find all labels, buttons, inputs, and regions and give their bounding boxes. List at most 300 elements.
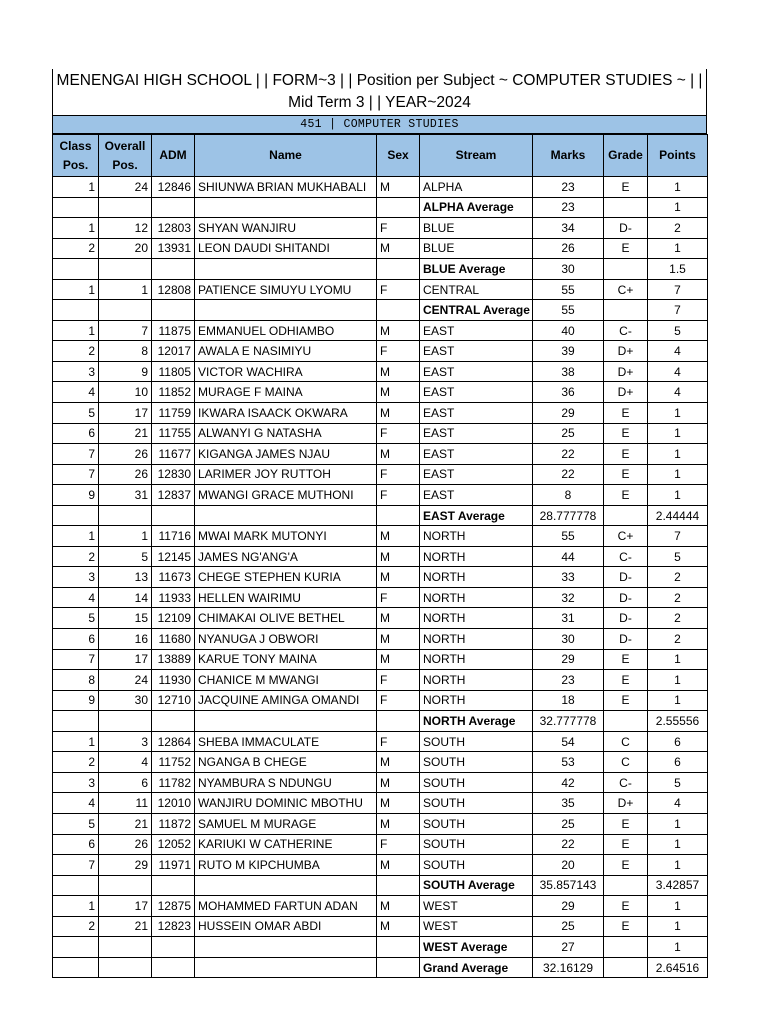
marks-cell: 29	[533, 403, 604, 424]
points-cell: 1	[648, 834, 708, 855]
class-pos-cell: 7	[53, 444, 99, 465]
average-row	[53, 300, 708, 321]
points-cell: 1	[648, 855, 708, 876]
stream-cell: NORTH Average	[420, 711, 533, 732]
stream-cell: NORTH	[420, 526, 533, 547]
sex-cell	[377, 957, 420, 978]
table-row	[53, 341, 708, 362]
name-cell: LARIMER JOY RUTTOH	[195, 464, 377, 485]
name-cell: CHIMAKAI OLIVE BETHEL	[195, 608, 377, 629]
marks-cell: 22	[533, 444, 604, 465]
grade-cell: E	[604, 855, 648, 876]
adm-cell: 12010	[152, 793, 195, 814]
class-pos-cell	[53, 197, 99, 218]
marks-cell: 30	[533, 629, 604, 650]
grade-cell: C	[604, 731, 648, 752]
stream-cell: EAST	[420, 403, 533, 424]
stream-cell: NORTH	[420, 690, 533, 711]
sex-cell: M	[377, 793, 420, 814]
stream-cell: EAST	[420, 485, 533, 506]
col-header-marks: Marks	[533, 135, 604, 177]
sex-cell: M	[377, 896, 420, 917]
marks-cell: 39	[533, 341, 604, 362]
class-pos-cell	[53, 875, 99, 896]
overall-pos-cell: 31	[99, 485, 152, 506]
grade-cell: E	[604, 813, 648, 834]
table-row	[53, 279, 708, 300]
grade-cell: D+	[604, 341, 648, 362]
points-cell: 2	[648, 587, 708, 608]
name-cell: NYAMBURA S NDUNGU	[195, 772, 377, 793]
adm-cell: 11782	[152, 772, 195, 793]
stream-cell: SOUTH	[420, 793, 533, 814]
class-pos-cell: 3	[53, 772, 99, 793]
adm-cell: 11930	[152, 670, 195, 691]
adm-cell: 12830	[152, 464, 195, 485]
adm-cell: 11872	[152, 813, 195, 834]
points-cell: 1	[648, 444, 708, 465]
overall-pos-cell	[99, 875, 152, 896]
average-row	[53, 505, 708, 526]
grade-cell: E	[604, 423, 648, 444]
stream-cell: ALPHA Average	[420, 197, 533, 218]
class-pos-cell	[53, 300, 99, 321]
adm-cell: 11716	[152, 526, 195, 547]
stream-cell: NORTH	[420, 608, 533, 629]
stream-cell: ALPHA	[420, 177, 533, 198]
points-cell: 2	[648, 608, 708, 629]
adm-cell: 11680	[152, 629, 195, 650]
grade-cell: E	[604, 690, 648, 711]
col-header-grade: Grade	[604, 135, 648, 177]
grade-cell: D-	[604, 608, 648, 629]
grade-cell	[604, 711, 648, 732]
marks-cell: 8	[533, 485, 604, 506]
marks-cell: 25	[533, 916, 604, 937]
grade-cell: D+	[604, 361, 648, 382]
name-cell	[195, 711, 377, 732]
overall-pos-cell: 26	[99, 464, 152, 485]
name-cell: SHIUNWA BRIAN MUKHABALI	[195, 177, 377, 198]
average-row	[53, 957, 708, 978]
grade-cell: D+	[604, 382, 648, 403]
table-row	[53, 403, 708, 424]
points-cell: 3.42857	[648, 875, 708, 896]
overall-pos-cell: 16	[99, 629, 152, 650]
name-cell: MOHAMMED FARTUN ADAN	[195, 896, 377, 917]
report-title-line-2: Mid Term 3 | | YEAR~2024	[288, 94, 471, 111]
points-cell: 1.5	[648, 259, 708, 280]
overall-pos-cell	[99, 300, 152, 321]
name-cell	[195, 937, 377, 958]
grade-cell: E	[604, 649, 648, 670]
marks-cell: 44	[533, 546, 604, 567]
points-cell: 1	[648, 896, 708, 917]
marks-cell: 29	[533, 649, 604, 670]
grade-cell: E	[604, 403, 648, 424]
sex-cell: M	[377, 855, 420, 876]
class-pos-cell: 5	[53, 813, 99, 834]
stream-cell: WEST Average	[420, 937, 533, 958]
stream-cell: EAST	[420, 320, 533, 341]
sex-cell	[377, 937, 420, 958]
overall-pos-cell: 7	[99, 320, 152, 341]
results-sheet	[52, 69, 707, 978]
grade-cell	[604, 957, 648, 978]
name-cell	[195, 957, 377, 978]
stream-cell: EAST	[420, 382, 533, 403]
sex-cell	[377, 300, 420, 321]
subject-bar: 451 | COMPUTER STUDIES	[52, 115, 707, 134]
overall-pos-cell: 17	[99, 403, 152, 424]
points-cell: 1	[648, 670, 708, 691]
grade-cell: E	[604, 670, 648, 691]
sex-cell: F	[377, 731, 420, 752]
marks-cell: 28.777778	[533, 505, 604, 526]
name-cell: MURAGE F MAINA	[195, 382, 377, 403]
col-header-adm: ADM	[152, 135, 195, 177]
table-row	[53, 896, 708, 917]
marks-cell: 23	[533, 177, 604, 198]
sex-cell: M	[377, 567, 420, 588]
table-row	[53, 813, 708, 834]
name-cell	[195, 300, 377, 321]
table-header-row	[53, 135, 708, 177]
sex-cell	[377, 197, 420, 218]
name-cell: JACQUINE AMINGA OMANDI	[195, 690, 377, 711]
name-cell: KIGANGA JAMES NJAU	[195, 444, 377, 465]
adm-cell: 12808	[152, 279, 195, 300]
points-cell: 2	[648, 629, 708, 650]
stream-cell: EAST	[420, 423, 533, 444]
overall-pos-cell: 24	[99, 670, 152, 691]
name-cell: CHANICE M MWANGI	[195, 670, 377, 691]
average-row	[53, 259, 708, 280]
grade-cell: E	[604, 896, 648, 917]
sex-cell: F	[377, 341, 420, 362]
grade-cell: C+	[604, 526, 648, 547]
points-cell: 1	[648, 813, 708, 834]
overall-pos-cell: 20	[99, 238, 152, 259]
name-cell: KARIUKI W CATHERINE	[195, 834, 377, 855]
sex-cell: M	[377, 629, 420, 650]
table-row	[53, 567, 708, 588]
stream-cell: EAST	[420, 444, 533, 465]
adm-cell: 12823	[152, 916, 195, 937]
grade-cell: C-	[604, 772, 648, 793]
name-cell: WANJIRU DOMINIC MBOTHU	[195, 793, 377, 814]
class-pos-cell: 4	[53, 587, 99, 608]
name-cell: HUSSEIN OMAR ABDI	[195, 916, 377, 937]
overall-pos-cell	[99, 197, 152, 218]
stream-cell: EAST Average	[420, 505, 533, 526]
report-title	[52, 69, 707, 115]
marks-cell: 32	[533, 587, 604, 608]
stream-cell: CENTRAL Average	[420, 300, 533, 321]
overall-pos-cell: 6	[99, 772, 152, 793]
marks-cell: 53	[533, 752, 604, 773]
grade-cell: E	[604, 834, 648, 855]
stream-cell: EAST	[420, 361, 533, 382]
sex-cell: F	[377, 423, 420, 444]
report-title-line-1: MENENGAI HIGH SCHOOL | | FORM~3 | | Position per Subject ~ COMPUTER STUDIES ~ | |	[56, 72, 703, 89]
grade-cell: C-	[604, 320, 648, 341]
sex-cell: M	[377, 752, 420, 773]
table-row	[53, 793, 708, 814]
adm-cell	[152, 957, 195, 978]
sex-cell: M	[377, 916, 420, 937]
name-cell: SHEBA IMMACULATE	[195, 731, 377, 752]
adm-cell: 13931	[152, 238, 195, 259]
class-pos-cell: 6	[53, 834, 99, 855]
table-row	[53, 444, 708, 465]
overall-pos-cell: 17	[99, 649, 152, 670]
sex-cell: M	[377, 403, 420, 424]
sex-cell: M	[377, 546, 420, 567]
name-cell: SAMUEL M MURAGE	[195, 813, 377, 834]
adm-cell: 12864	[152, 731, 195, 752]
grade-cell: E	[604, 485, 648, 506]
sex-cell: M	[377, 772, 420, 793]
results-body	[53, 177, 708, 978]
class-pos-cell: 8	[53, 670, 99, 691]
col-header-name: Name	[195, 135, 377, 177]
adm-cell: 12052	[152, 834, 195, 855]
table-row	[53, 690, 708, 711]
name-cell: ALWANYI G NATASHA	[195, 423, 377, 444]
grade-cell: D-	[604, 218, 648, 239]
sex-cell: F	[377, 834, 420, 855]
marks-cell: 23	[533, 670, 604, 691]
name-cell: IKWARA ISAACK OKWARA	[195, 403, 377, 424]
points-cell: 1	[648, 403, 708, 424]
grade-cell: E	[604, 444, 648, 465]
grade-cell	[604, 937, 648, 958]
sex-cell: F	[377, 670, 420, 691]
overall-pos-cell: 15	[99, 608, 152, 629]
adm-cell	[152, 937, 195, 958]
class-pos-cell	[53, 957, 99, 978]
class-pos-cell: 7	[53, 464, 99, 485]
overall-pos-cell: 26	[99, 834, 152, 855]
name-cell	[195, 259, 377, 280]
marks-cell: 20	[533, 855, 604, 876]
grade-cell	[604, 197, 648, 218]
sex-cell: M	[377, 238, 420, 259]
class-pos-cell: 1	[53, 731, 99, 752]
name-cell: NGANGA B CHEGE	[195, 752, 377, 773]
adm-cell: 11755	[152, 423, 195, 444]
adm-cell: 11677	[152, 444, 195, 465]
grade-cell	[604, 300, 648, 321]
marks-cell: 22	[533, 464, 604, 485]
stream-cell: SOUTH	[420, 731, 533, 752]
class-pos-cell: 5	[53, 608, 99, 629]
overall-pos-cell: 17	[99, 896, 152, 917]
sex-cell: F	[377, 218, 420, 239]
class-pos-cell: 3	[53, 361, 99, 382]
points-cell: 1	[648, 197, 708, 218]
points-cell: 1	[648, 238, 708, 259]
overall-pos-cell: 1	[99, 279, 152, 300]
sex-cell: M	[377, 382, 420, 403]
marks-cell: 32.777778	[533, 711, 604, 732]
col-header-stream: Stream	[420, 135, 533, 177]
table-row	[53, 608, 708, 629]
name-cell: SHYAN WANJIRU	[195, 218, 377, 239]
table-row	[53, 238, 708, 259]
class-pos-cell	[53, 505, 99, 526]
marks-cell: 27	[533, 937, 604, 958]
marks-cell: 22	[533, 834, 604, 855]
results-table	[52, 134, 708, 978]
points-cell: 2	[648, 567, 708, 588]
class-pos-cell: 9	[53, 485, 99, 506]
adm-cell	[152, 197, 195, 218]
name-cell: VICTOR WACHIRA	[195, 361, 377, 382]
marks-cell: 55	[533, 279, 604, 300]
stream-cell: NORTH	[420, 567, 533, 588]
marks-cell: 32.16129	[533, 957, 604, 978]
class-pos-cell	[53, 259, 99, 280]
stream-cell: SOUTH	[420, 813, 533, 834]
stream-cell: EAST	[420, 464, 533, 485]
adm-cell	[152, 259, 195, 280]
points-cell: 1	[648, 649, 708, 670]
points-cell: 6	[648, 752, 708, 773]
table-row	[53, 752, 708, 773]
stream-cell: SOUTH Average	[420, 875, 533, 896]
overall-pos-cell: 24	[99, 177, 152, 198]
class-pos-cell: 4	[53, 382, 99, 403]
grade-cell	[604, 875, 648, 896]
table-row	[53, 526, 708, 547]
class-pos-cell: 2	[53, 238, 99, 259]
table-row	[53, 423, 708, 444]
class-pos-cell: 6	[53, 423, 99, 444]
grade-cell: C-	[604, 546, 648, 567]
sex-cell	[377, 875, 420, 896]
average-row	[53, 197, 708, 218]
stream-cell: CENTRAL	[420, 279, 533, 300]
col-header-overall-pos: Overall Pos.	[99, 135, 152, 177]
name-cell: CHEGE STEPHEN KURIA	[195, 567, 377, 588]
adm-cell: 12837	[152, 485, 195, 506]
overall-pos-cell: 12	[99, 218, 152, 239]
table-row	[53, 587, 708, 608]
overall-pos-cell: 1	[99, 526, 152, 547]
overall-pos-cell: 29	[99, 855, 152, 876]
class-pos-cell: 1	[53, 218, 99, 239]
table-row	[53, 464, 708, 485]
table-row	[53, 485, 708, 506]
adm-cell: 12846	[152, 177, 195, 198]
adm-cell: 12875	[152, 896, 195, 917]
overall-pos-cell	[99, 937, 152, 958]
name-cell: AWALA E NASIMIYU	[195, 341, 377, 362]
adm-cell	[152, 505, 195, 526]
marks-cell: 40	[533, 320, 604, 341]
sex-cell: M	[377, 526, 420, 547]
adm-cell: 12109	[152, 608, 195, 629]
name-cell: MWAI MARK MUTONYI	[195, 526, 377, 547]
class-pos-cell: 9	[53, 690, 99, 711]
overall-pos-cell: 21	[99, 423, 152, 444]
points-cell: 5	[648, 772, 708, 793]
col-header-points: Points	[648, 135, 708, 177]
marks-cell: 35.857143	[533, 875, 604, 896]
class-pos-cell: 7	[53, 649, 99, 670]
class-pos-cell: 2	[53, 916, 99, 937]
name-cell	[195, 197, 377, 218]
col-header-class-pos: Class Pos.	[53, 135, 99, 177]
table-row	[53, 855, 708, 876]
class-pos-cell: 2	[53, 546, 99, 567]
adm-cell: 13889	[152, 649, 195, 670]
marks-cell: 23	[533, 197, 604, 218]
class-pos-cell: 2	[53, 752, 99, 773]
overall-pos-cell	[99, 711, 152, 732]
name-cell: EMMANUEL ODHIAMBO	[195, 320, 377, 341]
sex-cell: M	[377, 813, 420, 834]
points-cell: 5	[648, 546, 708, 567]
class-pos-cell: 1	[53, 177, 99, 198]
overall-pos-cell: 21	[99, 813, 152, 834]
class-pos-cell: 4	[53, 793, 99, 814]
marks-cell: 30	[533, 259, 604, 280]
table-row	[53, 670, 708, 691]
grade-cell	[604, 505, 648, 526]
sex-cell	[377, 505, 420, 526]
class-pos-cell: 1	[53, 279, 99, 300]
grade-cell: D-	[604, 629, 648, 650]
marks-cell: 31	[533, 608, 604, 629]
grade-cell: E	[604, 238, 648, 259]
class-pos-cell	[53, 937, 99, 958]
name-cell: KARUE TONY MAINA	[195, 649, 377, 670]
grade-cell: E	[604, 177, 648, 198]
marks-cell: 18	[533, 690, 604, 711]
name-cell: LEON DAUDI SHITANDI	[195, 238, 377, 259]
stream-cell: WEST	[420, 916, 533, 937]
class-pos-cell: 5	[53, 403, 99, 424]
table-row	[53, 218, 708, 239]
sex-cell: M	[377, 608, 420, 629]
overall-pos-cell: 21	[99, 916, 152, 937]
table-row	[53, 629, 708, 650]
adm-cell	[152, 300, 195, 321]
marks-cell: 26	[533, 238, 604, 259]
adm-cell: 12017	[152, 341, 195, 362]
marks-cell: 54	[533, 731, 604, 752]
table-row	[53, 916, 708, 937]
stream-cell: BLUE Average	[420, 259, 533, 280]
points-cell: 4	[648, 793, 708, 814]
sex-cell: F	[377, 485, 420, 506]
overall-pos-cell	[99, 505, 152, 526]
sex-cell: M	[377, 649, 420, 670]
name-cell: JAMES NG'ANG'A	[195, 546, 377, 567]
points-cell: 1	[648, 177, 708, 198]
points-cell: 2.55556	[648, 711, 708, 732]
average-row	[53, 875, 708, 896]
marks-cell: 42	[533, 772, 604, 793]
points-cell: 7	[648, 300, 708, 321]
adm-cell: 12710	[152, 690, 195, 711]
points-cell: 1	[648, 423, 708, 444]
points-cell: 7	[648, 279, 708, 300]
overall-pos-cell: 3	[99, 731, 152, 752]
